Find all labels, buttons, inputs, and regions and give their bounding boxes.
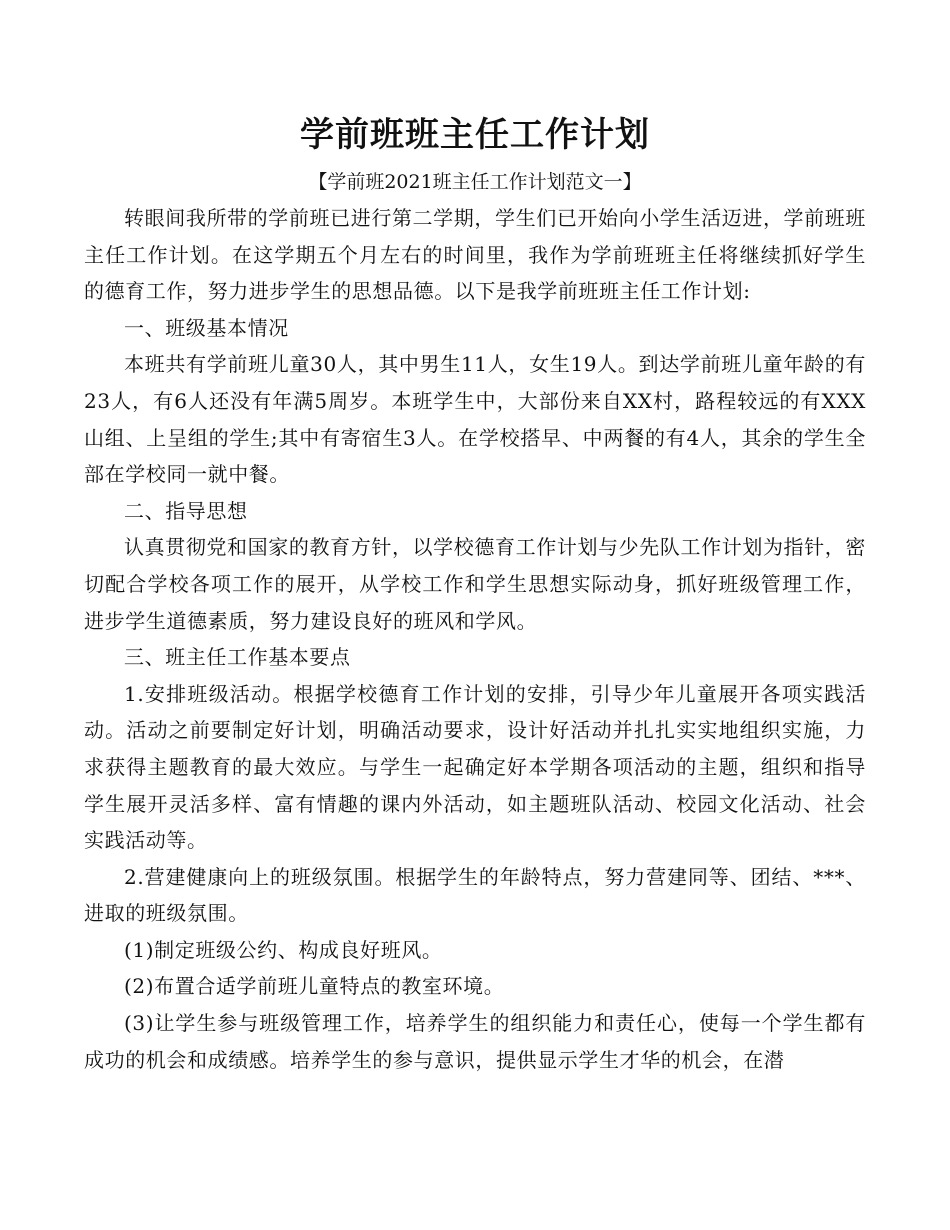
section-heading-guiding-thought: 二、指导思想: [124, 498, 248, 523]
key-point-1: 1.安排班级活动。根据学校德育工作计划的安排，引导少年儿童展开各项实践活动。活动之前要制定好计划，明确活动要求，设计好活动并扎扎实实地组织实施，力求获得主题教育的最大效应。与学生一起确定好本学期各项活动的主题，组织和指导学生展开灵活多样、富有情趣的课内外活动，如主题班队活动、校园文化活动、社会实践活动等。: [84, 681, 866, 853]
sub-point-1: (1)制定班级公约、构成良好班风。: [124, 937, 443, 962]
section-heading-basic-info: 一、班级基本情况: [124, 315, 289, 340]
section-heading-key-points: 三、班主任工作基本要点: [124, 645, 351, 670]
sub-point-3: (3)让学生参与班级管理工作，培养学生的组织能力和责任心，使每一个学生都有成功的机会和成绩感。培养学生的参与意识，提供显示学生才华的机会，在潜: [84, 1011, 866, 1072]
basic-info-paragraph: 本班共有学前班儿童30人，其中男生11人，女生19人。到达学前班儿童年龄的有23人，有6人还没有年满5周岁。本班学生中，大部份来自XX村，路程较远的有XXX山组、上呈组的学生;其中有寄宿生3人。在学校搭早、中两餐的有4人，其余的学生全部在学校同一就中餐。: [84, 352, 866, 487]
document-page: [84, 110, 866, 1078]
document-title: 学前班班主任工作计划: [300, 115, 650, 155]
intro-paragraph: 转眼间我所带的学前班已进行第二学期，学生们已开始向小学生活迈进，学前班班主任工作计划。在这学期五个月左右的时间里，我作为学前班班主任将继续抓好学生的德育工作，努力进步学生的思想品德。以下是我学前班班主任工作计划:: [84, 206, 866, 304]
document-subtitle: 【学前班2021班主任工作计划范文一】: [308, 171, 642, 193]
key-point-2: 2.营建健康向上的班级氛围。根据学生的年龄特点，努力营建同等、团结、***、进取的班级氛围。: [84, 864, 866, 926]
sub-point-2: (2)布置合适学前班儿童特点的教室环境。: [124, 974, 505, 999]
guiding-thought-paragraph: 认真贯彻党和国家的教育方针，以学校德育工作计划与少先队工作计划为指针，密切配合学校各项工作的展开，从学校工作和学生思想实际动身，抓好班级管理工作，进步学生道德素质，努力建设良好的班风和学风。: [84, 535, 866, 633]
